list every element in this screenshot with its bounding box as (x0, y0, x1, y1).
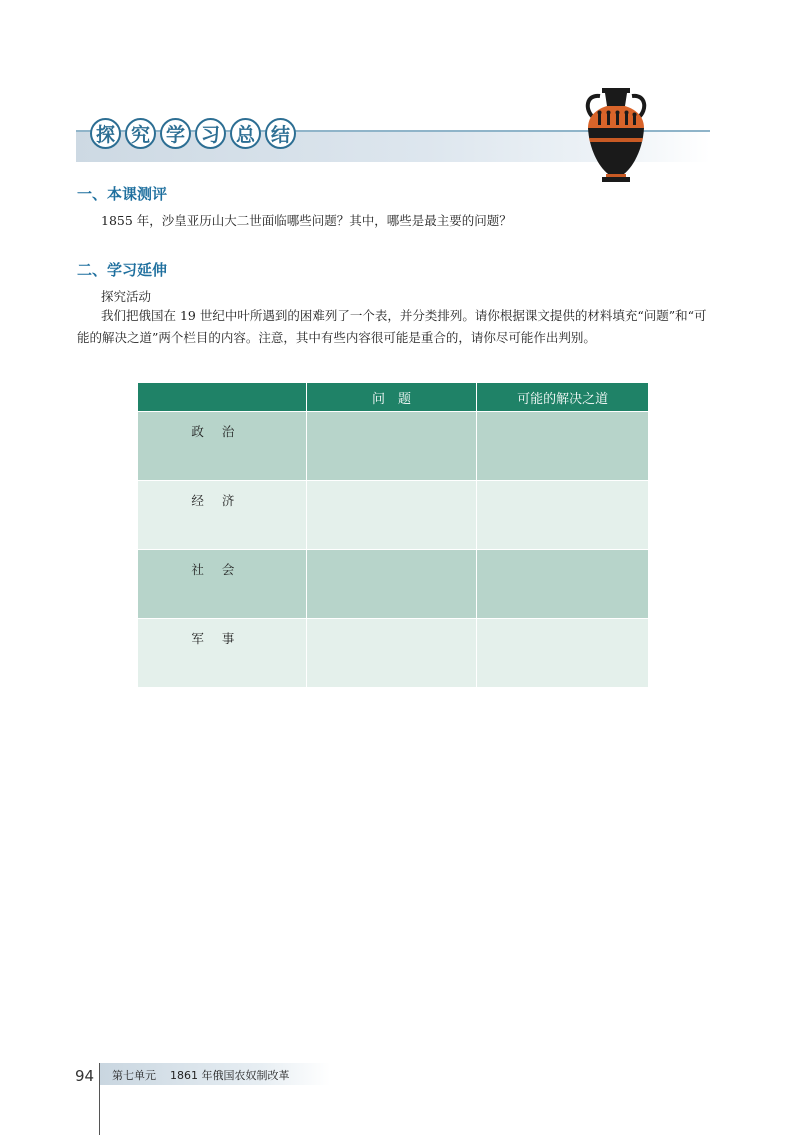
section-heading-lesson-review: 一、本课测评 (77, 185, 168, 203)
banner-char: 探 (90, 118, 121, 149)
problem-cell (306, 481, 477, 550)
solution-cell (477, 412, 649, 481)
table-row (138, 412, 649, 481)
table-row (138, 481, 649, 550)
table-header-solution: 可能的解决之道 (477, 383, 649, 412)
banner-char: 总 (230, 118, 261, 149)
table-row (138, 619, 649, 688)
activity-paragraph: 我们把俄国在 19 世纪中叶所遇到的困难列了一个表，并分类排列。请你根据课文提供的材料填充“问题”和“可能的解决之道”两个栏目的内容。注意，其中有些内容很可能是重合的，请你尽可能作出判别。 (77, 308, 707, 345)
banner-char: 习 (195, 118, 226, 149)
page-number: 94 (75, 1067, 95, 1085)
activity-subheading: 探究活动 (101, 289, 152, 304)
solution-cell (477, 550, 649, 619)
table-row (138, 550, 649, 619)
problem-cell (306, 412, 477, 481)
banner-char: 究 (125, 118, 156, 149)
solution-cell (477, 481, 649, 550)
footer-chapter-title: 1861 年俄国农奴制改革 (170, 1069, 290, 1082)
problem-cell (306, 619, 477, 688)
table-header-row (138, 383, 649, 412)
row-label-military: 军事 (138, 619, 307, 688)
table-header-problem: 问 题 (306, 383, 477, 412)
row-label-politics: 政治 (138, 412, 307, 481)
banner-char: 结 (265, 118, 296, 149)
table-header-blank (138, 383, 307, 412)
section-heading-extension: 二、学习延伸 (77, 261, 168, 279)
review-question: 1855 年，沙皇亚历山大二世面临哪些问题？其中，哪些是最主要的问题？ (101, 213, 512, 228)
footer-divider (99, 1063, 100, 1135)
problem-solution-table (137, 382, 649, 688)
banner-title (90, 118, 296, 149)
footer-running-title (112, 1067, 290, 1083)
row-label-economy: 经济 (138, 481, 307, 550)
greek-vase-illustration (580, 84, 652, 184)
banner-char: 学 (160, 118, 191, 149)
problem-cell (306, 550, 477, 619)
solution-cell (477, 619, 649, 688)
footer-unit: 第七单元 (112, 1069, 156, 1082)
row-label-society: 社会 (138, 550, 307, 619)
